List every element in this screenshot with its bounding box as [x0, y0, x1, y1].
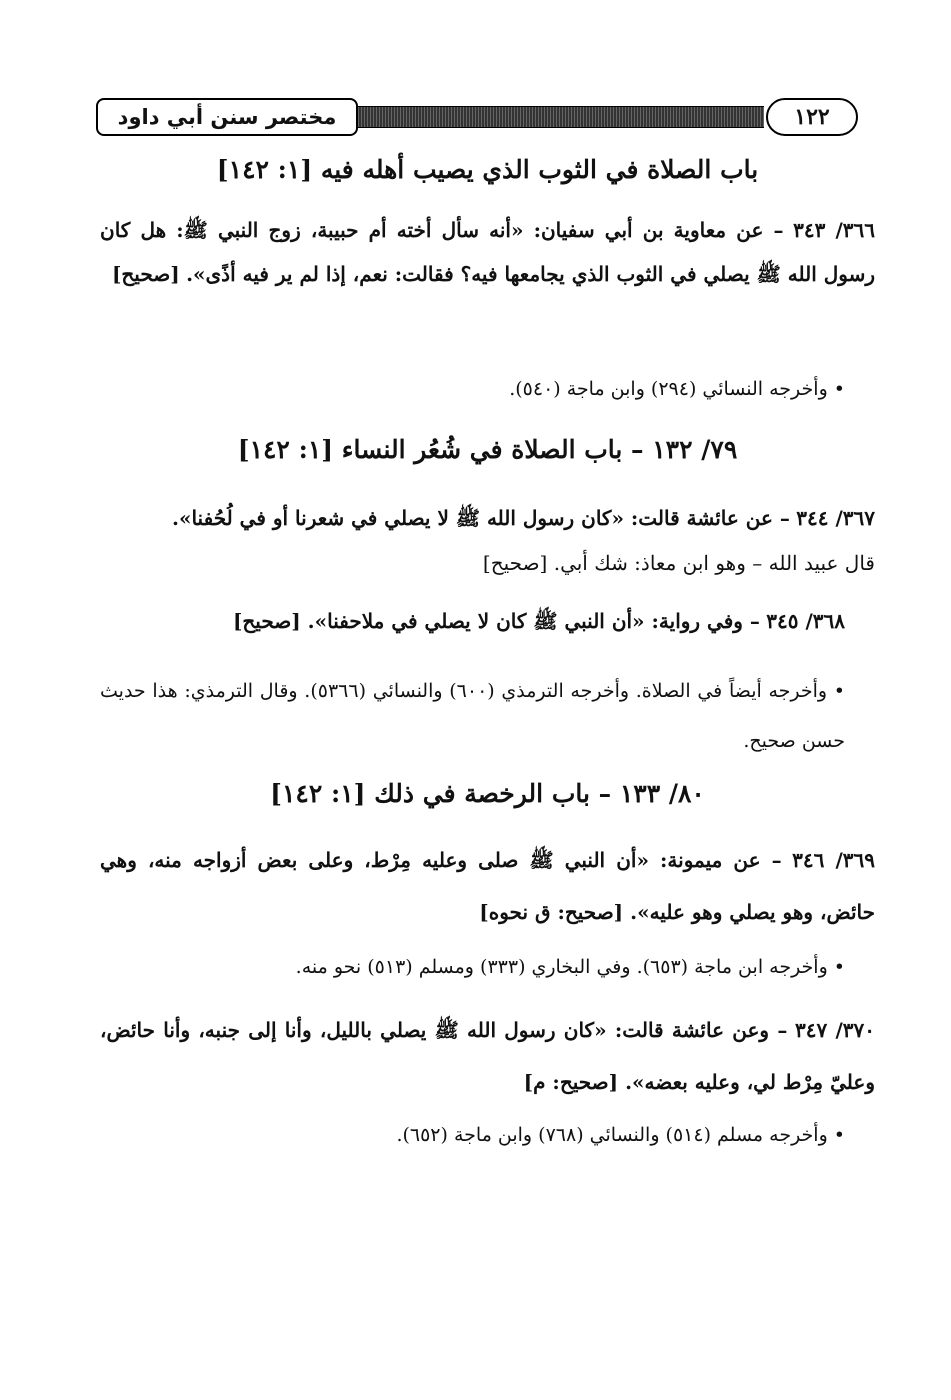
hadith-text: – وفي رواية: «أن النبي ﷺ كان لا يصلي في ملاحفنا». [صحيح]: [232, 609, 760, 633]
section-1-heading: باب الصلاة في الثوب الذي يصيب أهله فيه [١: ١٤٢]: [216, 155, 759, 184]
section-3-note-1: • وأخرجه ابن ماجة (٦٥٣). وفي البخاري (٣٣٣) ومسلم (٥١٣) نحو منه.: [295, 956, 845, 978]
hadith-grade: [صحيح]: [111, 262, 180, 286]
section-1-note: • وأخرجه النسائي (٢٩٤) وابن ماجة (٥٤٠).: [509, 378, 845, 400]
section-3-heading: ٨٠/ ١٣٣ – باب الرخصة في ذلك [١: ١٤٢]: [270, 779, 705, 808]
header-stripe: [356, 106, 764, 128]
section-2-note: • وأخرجه أيضاً في الصلاة. وأخرجه الترمذي (٦٠٠) والنسائي (٥٣٦٦). وقال الترمذي: هذا حديث حسن صحيح.: [100, 680, 845, 752]
section-2-hadith-2: [100, 606, 875, 636]
hadith-number: ٣٦٨/ ٣٤٥: [766, 609, 845, 633]
hadith-text: – عن عائشة قالت: «كان رسول الله ﷺ لا يصلي في شعرنا أو في لُحُفنا».: [171, 506, 790, 530]
section-2-heading: ٧٩/ ١٣٢ – باب الصلاة في شُعُر النساء [١: ١٤٢]: [237, 435, 738, 464]
section-2-hadith-1: [100, 496, 875, 540]
book-title: مختصر سنن أبي داود: [96, 98, 358, 136]
section-3-note-2: • وأخرجه مسلم (٥١٤) والنسائي (٧٦٨) وابن ماجة (٦٥٢).: [396, 1124, 845, 1146]
hadith-text: – وعن عائشة قالت: «كان رسول الله ﷺ يصلي بالليل، وأنا إلى جنبه، وأنا حائض، وعليّ مِرْط لي، وعليه بعضه». [صحيح: م]: [100, 1018, 875, 1094]
section-2-comment: قال عبيد الله – وهو ابن معاذ: شك أبي. [صحيح]: [482, 551, 875, 575]
hadith-number: ٣٦٩/ ٣٤٦: [792, 848, 875, 872]
page-number: ١٢٢: [766, 98, 858, 136]
hadith-number: ٣٦٦/ ٣٤٣: [793, 218, 875, 242]
hadith-text: – عن معاوية بن أبي سفيان: «أنه سأل أخته أم حبيبة، زوج النبي ﷺ: هل كان رسول الله ﷺ يصلي في الثوب الذي يجامعها فيه؟ فقالت: نعم، إذا لم ير فيه أذًى».: [100, 218, 875, 286]
hadith-number: ٣٧٠/ ٣٤٧: [794, 1018, 876, 1042]
page-header: [96, 98, 864, 136]
hadith-text: – عن ميمونة: «أن النبي ﷺ صلى وعليه مِرْط، وعلى بعض أزواجه منه، وهي حائض، وهو يصلي وهو عليه». [صحيح: ق نحوه]: [100, 848, 875, 924]
hadith-number: ٣٦٧/ ٣٤٤: [796, 506, 875, 530]
section-3-hadith-1: [100, 834, 875, 938]
section-3-hadith-2: [100, 1004, 875, 1108]
section-1-hadith-1: [100, 208, 875, 296]
